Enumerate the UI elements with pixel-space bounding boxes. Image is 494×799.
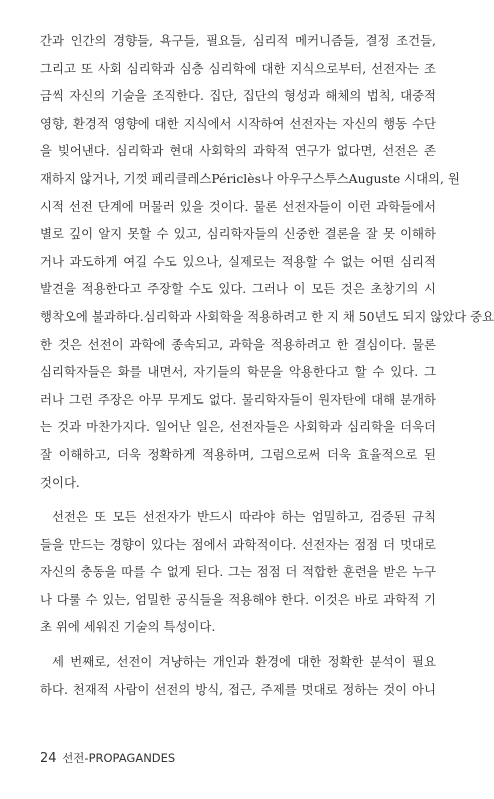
text-line: 자신의 충동을 따를 수 없게 된다. 그는 점점 더 적합한 훈련을 받은 누구 bbox=[40, 564, 436, 580]
text-line: 시적 선전 단계에 머물러 있을 것이다. 물론 선전자들이 이런 과학들에서 bbox=[40, 198, 436, 214]
text-line: 들을 만드는 경향이 있다는 점에서 과학적이다. 선전자는 점점 더 멋대로 bbox=[40, 536, 436, 552]
running-title: 선전-PROPAGANDES bbox=[62, 751, 176, 765]
text-line: 러나 그런 주장은 아무 무게도 없다. 물리학자들이 원자탄에 대해 분개하 bbox=[40, 391, 436, 407]
text-line: 재하지 않거나, 기껏 페리클레스Périclès나 아우구스투스Auguste 시대의, 원 bbox=[40, 170, 460, 186]
text-line: 선전은 또 모든 선전자가 반드시 따라야 하는 엄밀하고, 검증된 규칙 bbox=[52, 509, 436, 525]
text-line: 거나 과도하게 여길 수도 있으나, 실제로는 적용할 수 없는 어떤 심리적 bbox=[40, 253, 436, 269]
text-line: 금씩 자신의 기술을 조직한다. 집단, 집단의 형성과 해체의 법칙, 대중적 bbox=[40, 88, 436, 104]
text-line: 심리학자들은 화를 내면서, 자기들의 학문을 악용한다고 할 수 있다. 그 bbox=[40, 364, 436, 380]
text-line: 것이다. bbox=[40, 474, 80, 490]
text-line: 영향, 환경적 영향에 대한 지식에서 시작하여 선전자는 자신의 행동 수단 bbox=[40, 115, 436, 131]
text-line: 세 번째로, 선전이 겨냥하는 개인과 환경에 대한 정확한 분석이 필요 bbox=[52, 654, 436, 670]
text-line: 나 다룰 수 있는, 엄밀한 공식들을 적용해야 한다. 이것은 바로 과학적 기 bbox=[40, 591, 436, 607]
text-line: 행착오에 불과하다.심리학과 사회학을 적용하려고 한 지 채 50년도 되지 않았다 중요 bbox=[40, 308, 494, 324]
text-line: 그리고 또 사회 심리학과 심층 심리학에 대한 지식으로부터, 선전자는 조 bbox=[40, 60, 436, 76]
paragraph-gap bbox=[40, 641, 436, 648]
page-footer bbox=[40, 750, 175, 766]
text-line: 별로 깊이 알지 못할 수 있고, 심리학자들의 신중한 결론을 잘 못 이해하 bbox=[40, 226, 436, 242]
page-number: 24 bbox=[40, 751, 57, 766]
text-line: 한 것은 선전이 과학에 종속되고, 과학을 적용하려고 한 결심이다. 물론 bbox=[40, 336, 436, 352]
paragraph-gap bbox=[40, 496, 436, 503]
text-line: 발견을 적용한다고 주장할 수도 있다. 그러나 이 모든 것은 초창기의 시 bbox=[40, 281, 436, 297]
text-line: 잘 이해하고, 더욱 정확하게 적용하며, 그럼으로써 더욱 효율적으로 된 bbox=[40, 446, 436, 462]
text-line: 간과 인간의 경향들, 욕구들, 필요들, 심리적 메커니즘들, 결정 조건들, bbox=[40, 33, 436, 48]
text-line: 는 것과 마찬가지다. 일어난 일은, 선전자들은 사회학과 심리학을 더욱더 bbox=[40, 419, 436, 435]
text-line: 초 위에 세워진 기술의 특성이다. bbox=[40, 619, 216, 635]
text-line: 을 빚어낸다. 심리학과 현대 사회학의 과학적 연구가 없다면, 선전은 존 bbox=[40, 143, 436, 159]
text-line: 하다. 천재적 사람이 선전의 방식, 접근, 주제를 멋대로 정하는 것이 아니 bbox=[40, 681, 436, 697]
body-text bbox=[40, 27, 494, 703]
